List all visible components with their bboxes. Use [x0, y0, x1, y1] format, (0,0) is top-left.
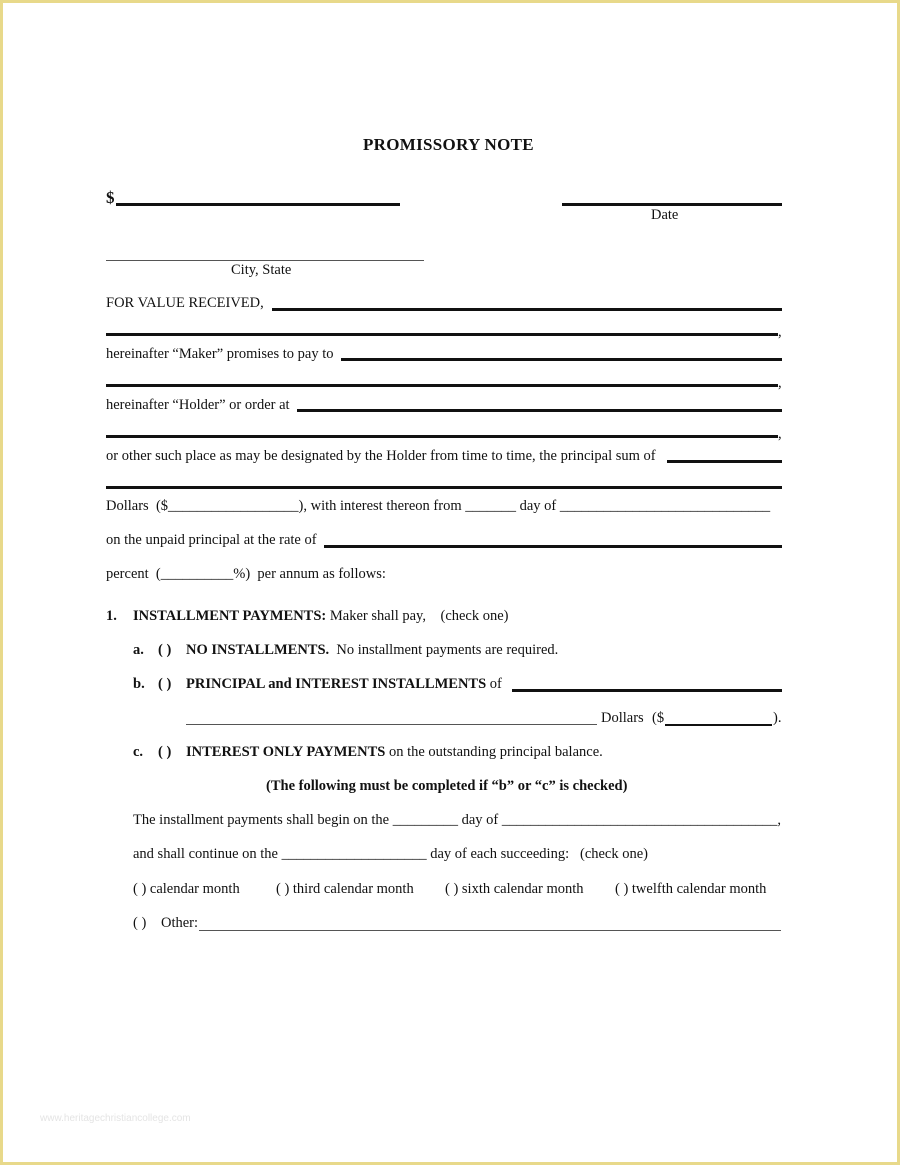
begin-day-blank[interactable]: _________: [392, 812, 458, 828]
period-third-calendar-month[interactable]: ( ) third calendar month: [276, 881, 414, 897]
no-installments-text: No installment payments are required.: [336, 642, 559, 658]
payment-address-line-2[interactable]: [106, 435, 778, 438]
section-number: 1.: [106, 608, 117, 624]
check-one-label: (check one): [440, 608, 509, 624]
installment-amount-line[interactable]: [512, 689, 782, 692]
installment-written-amount-line[interactable]: [186, 724, 597, 725]
holder-name-line-1[interactable]: [341, 358, 782, 361]
principal-sum-label: or other such place as may be designated by the Holder from time to time, the principal sum of: [106, 448, 656, 464]
installment-continue-line: [133, 847, 648, 862]
interest-from-label: ), with interest thereon from: [298, 498, 462, 514]
document-title: PROMISSORY NOTE: [363, 135, 534, 154]
of-label: of: [489, 676, 502, 692]
other-label: Other:: [161, 915, 199, 931]
option-b-close: ).: [773, 710, 782, 726]
per-annum-label: per annum as follows:: [257, 566, 386, 582]
interest-only-text: on the outstanding principal balance.: [388, 744, 603, 760]
holder-order-label: hereinafter “Holder” or order at: [106, 397, 290, 413]
continue-label: and shall continue on the: [133, 846, 278, 862]
installment-payments-heading: INSTALLMENT PAYMENTS:: [133, 608, 327, 624]
period-twelfth-calendar-month[interactable]: ( ) twelfth calendar month: [615, 881, 767, 897]
rate-label: on the unpaid principal at the rate of: [106, 532, 317, 548]
rate-line[interactable]: [324, 545, 782, 548]
paren-dollar: ($: [155, 498, 169, 514]
option-b-checkbox[interactable]: ( ): [158, 676, 172, 692]
maker-name-line-1[interactable]: [272, 308, 782, 311]
option-b-text: [186, 677, 502, 692]
watermark: www.heritagechristiancollege.com: [40, 1113, 191, 1124]
for-value-received-label: FOR VALUE RECEIVED,: [106, 295, 264, 311]
interest-month-blank[interactable]: _____________________________: [559, 498, 771, 514]
installment-numeric-amount-line[interactable]: [665, 724, 772, 726]
other-field-line[interactable]: [199, 930, 781, 931]
succeeding-label: day of each succeeding:: [430, 846, 570, 862]
check-one-label: (check one): [579, 846, 649, 862]
comma: ,: [778, 324, 782, 340]
comma: ,: [778, 426, 782, 442]
begin-label: The installment payments shall begin on the: [133, 812, 390, 828]
begin-month-blank[interactable]: ______________________________________,: [501, 812, 782, 828]
amount-field-line[interactable]: [116, 203, 400, 206]
option-a-text: [186, 643, 558, 658]
principal-interest-heading: PRINCIPAL and INTEREST INSTALLMENTS: [186, 676, 487, 692]
dollars-label: Dollars: [106, 498, 149, 514]
principal-sum-line-1[interactable]: [667, 460, 782, 463]
continue-day-blank[interactable]: ____________________: [281, 846, 427, 862]
period-calendar-month[interactable]: ( ) calendar month: [133, 881, 240, 897]
maker-shall-pay: Maker shall pay,: [329, 608, 426, 624]
option-c-letter: c.: [133, 744, 144, 760]
city-state-field-line[interactable]: [106, 260, 424, 261]
installment-payments-line: [133, 609, 509, 624]
option-a-letter: a.: [133, 642, 144, 658]
begin-day-of-label: day of: [461, 812, 499, 828]
principal-amount-blank[interactable]: __________________: [168, 498, 299, 514]
maker-promise-label: hereinafter “Maker” promises to pay to: [106, 346, 334, 362]
other-checkbox[interactable]: ( ): [133, 915, 147, 931]
period-sixth-calendar-month[interactable]: ( ) sixth calendar month: [445, 881, 584, 897]
option-b-letter: b.: [133, 676, 145, 692]
option-a-checkbox[interactable]: ( ): [158, 642, 172, 658]
option-b-paren-dollar: ($: [652, 710, 665, 726]
comma: ,: [778, 375, 782, 391]
completion-notice: (The following must be completed if “b” or “c” is checked): [266, 778, 628, 794]
payment-address-line-1[interactable]: [297, 409, 782, 412]
holder-name-line-2[interactable]: [106, 384, 778, 387]
day-of-label: day of: [519, 498, 557, 514]
option-b-dollars-label: Dollars: [601, 710, 644, 726]
interest-day-blank[interactable]: _______: [465, 498, 516, 514]
interest-only-heading: INTEREST ONLY PAYMENTS: [186, 744, 386, 760]
installment-begin-line: [133, 813, 781, 828]
option-c-text: [186, 745, 603, 760]
date-field-line[interactable]: [562, 203, 782, 206]
option-c-checkbox[interactable]: ( ): [158, 744, 172, 760]
maker-name-line-2[interactable]: [106, 333, 778, 336]
date-label: Date: [651, 207, 679, 223]
dollars-interest-line: [106, 499, 770, 514]
dollar-sign: $: [106, 188, 115, 207]
percent-blank[interactable]: (__________%): [155, 566, 251, 582]
city-state-label: City, State: [231, 262, 292, 278]
no-installments-heading: NO INSTALLMENTS.: [186, 642, 330, 658]
percent-label: percent: [106, 566, 149, 582]
principal-sum-line-2[interactable]: [106, 486, 782, 489]
percent-line: [106, 567, 386, 582]
